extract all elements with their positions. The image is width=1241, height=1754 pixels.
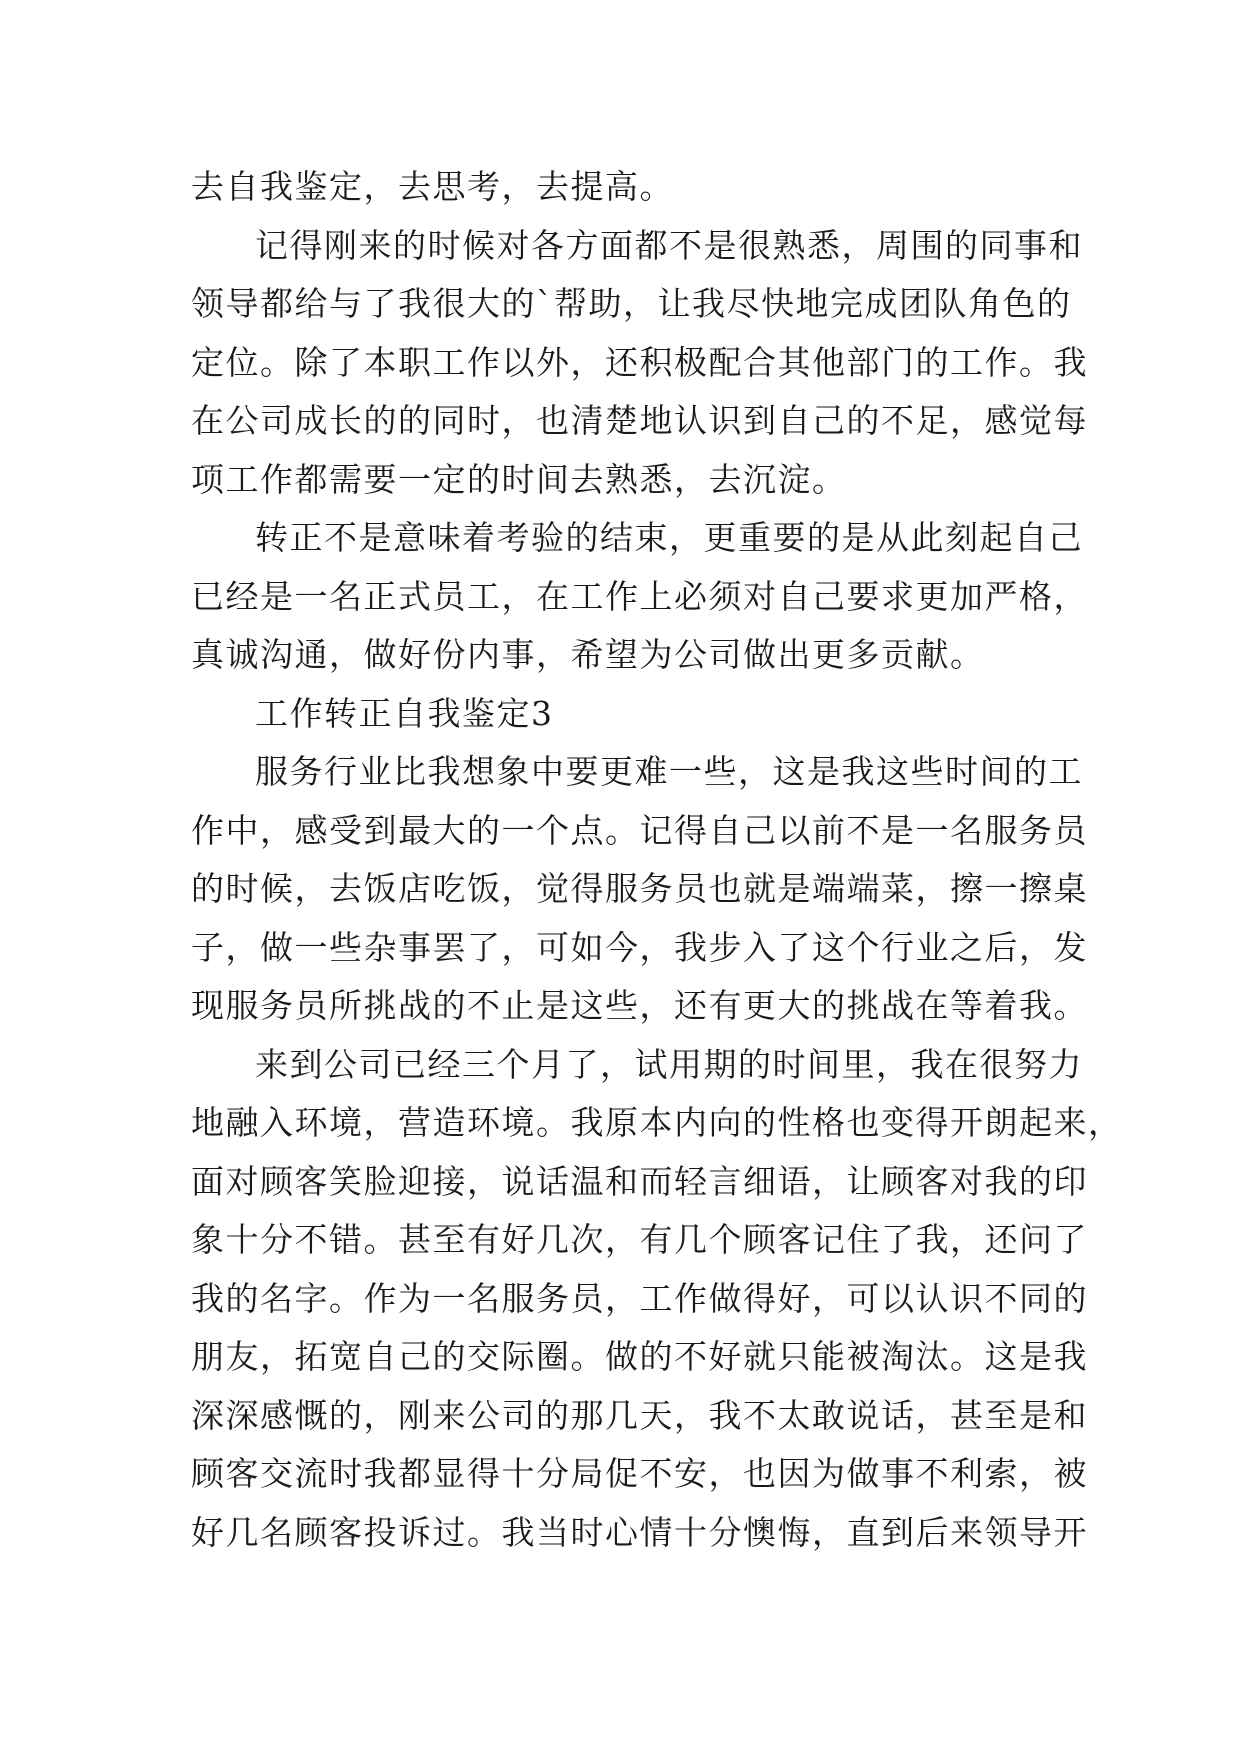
text-line: 的时候，去饭店吃饭，觉得服务员也就是端端菜，擦一擦桌 — [191, 869, 1088, 908]
text-line: 转正不是意味着考验的结束，更重要的是从此刻起自己 — [255, 518, 1083, 557]
text-line: 作中，感受到最大的一个点。记得自己以前不是一名服务员 — [191, 810, 1088, 850]
text-line: 已经是一名正式员工，在工作上必须对自己要求更加严格， — [191, 576, 1088, 616]
text-line: 来到公司已经三个月了，试用期的时间里，我在很努力 — [255, 1044, 1083, 1084]
text-line: 工作转正自我鉴定3 — [255, 693, 554, 733]
text-line: 好几名顾客投诉过。我当时心情十分懊悔，直到后来领导开 — [191, 1512, 1088, 1552]
text-line: 项工作都需要一定的时间去熟悉，去沉淀。 — [191, 459, 847, 499]
text-line: 定位。除了本职工作以外，还积极配合其他部门的工作。我 — [191, 342, 1088, 382]
text-line: 现服务员所挑战的不止是这些，还有更大的挑战在等着我。 — [191, 986, 1088, 1025]
text-line: 在公司成长的的同时，也清楚地认识到自己的不足，感觉每 — [191, 401, 1088, 440]
text-line: 象十分不错。甚至有好几次，有几个顾客记住了我，还问了 — [191, 1220, 1088, 1259]
text-line: 领导都给与了我很大的`帮助，让我尽快地完成团队角色的 — [191, 284, 1072, 323]
text-line: 深深感慨的，刚来公司的那几天，我不太敢说话，甚至是和 — [191, 1395, 1088, 1435]
text-line: 服务行业比我想象中要更难一些，这是我这些时间的工 — [255, 752, 1083, 791]
text-line: 去自我鉴定，去思考，去提高。 — [191, 167, 674, 206]
text-line: 地融入环境，营造环境。我原本内向的性格也变得开朗起来， — [191, 1103, 1123, 1142]
text-line: 面对顾客笑脸迎接，说话温和而轻言细语，让顾客对我的印 — [191, 1161, 1088, 1201]
text-line: 子，做一些杂事罢了，可如今，我步入了这个行业之后，发 — [191, 927, 1088, 967]
text-line: 记得刚来的时候对各方面都不是很熟悉，周围的同事和 — [255, 225, 1083, 265]
text-line: 真诚沟通，做好份内事，希望为公司做出更多贡献。 — [191, 635, 985, 674]
document-body — [191, 158, 1123, 1562]
text-line: 我的名字。作为一名服务员，工作做得好，可以认识不同的 — [191, 1278, 1088, 1318]
text-line: 朋友，拓宽自己的交际圈。做的不好就只能被淘汰。这是我 — [191, 1337, 1088, 1376]
text-line: 顾客交流时我都显得十分局促不安，也因为做事不利索，被 — [191, 1454, 1088, 1493]
